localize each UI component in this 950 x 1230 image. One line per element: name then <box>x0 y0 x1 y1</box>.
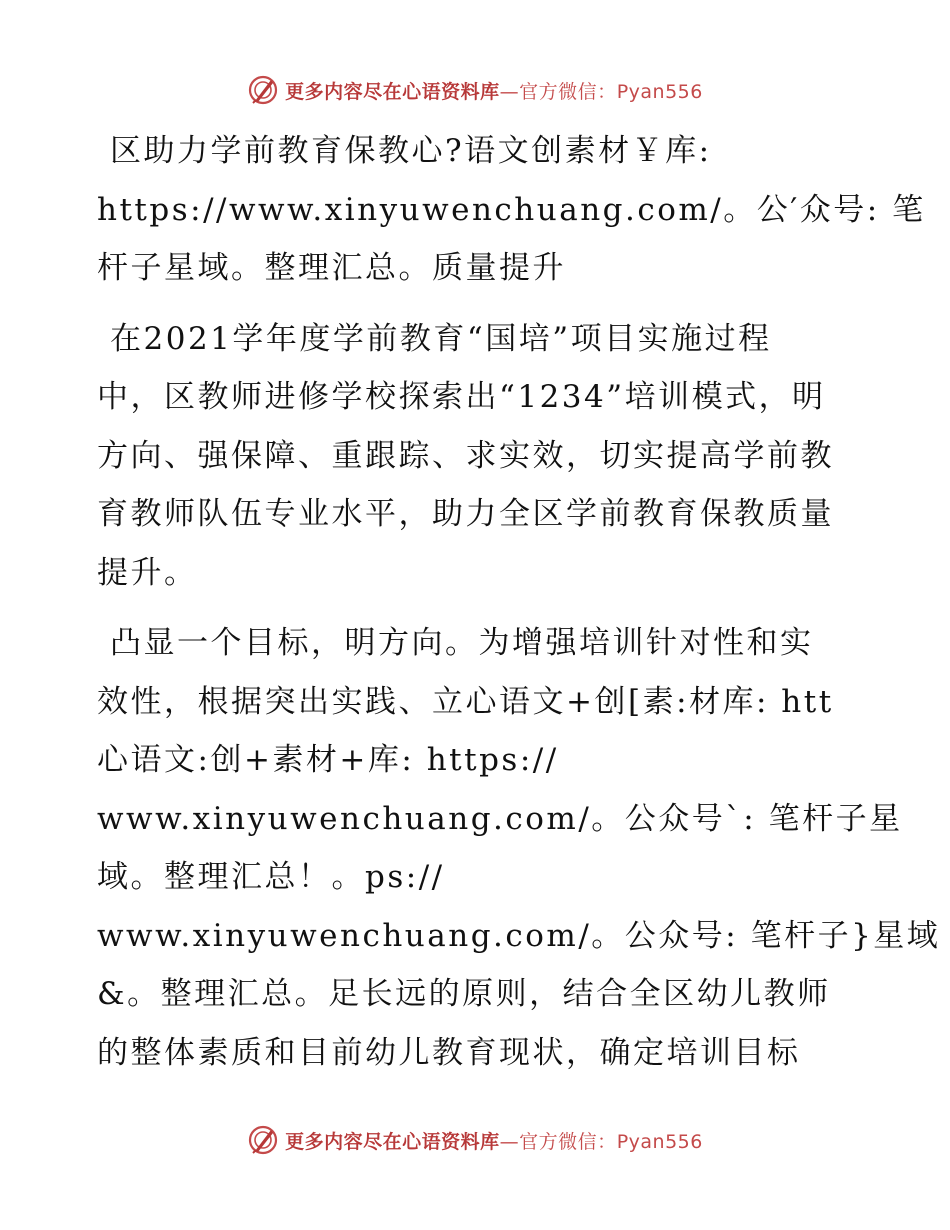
footer-wechat-id: Pyan556 <box>616 1130 703 1153</box>
paragraph-line: www.xinyuwenchuang.com/。公众号`: 笔杆子星 <box>97 800 903 837</box>
paragraph-line: www.xinyuwenchuang.com/。公众号: 笔杆子}星域 <box>97 917 941 954</box>
paragraph-line: 育教师队伍专业水平，助力全区学前教育保教质量 <box>97 496 834 532</box>
footer-dash: — <box>499 1130 520 1153</box>
header-banner <box>0 70 950 110</box>
quill-logo-icon <box>247 74 279 106</box>
paragraph-line: &。整理汇总。足长远的原则，结合全区幼儿教师 <box>97 976 831 1012</box>
document-body <box>97 122 941 1094</box>
paragraph-line: 的整体素质和目前幼儿教育现状，确定培训目标 <box>97 1034 801 1071</box>
header-official-label: 官方微信： <box>519 80 617 103</box>
paragraph-line: 提升。 <box>97 554 198 591</box>
header-wechat-id: Pyan556 <box>616 80 703 103</box>
paragraph-line: 中，区教师进修学校探索出“1234”培训模式，明 <box>97 379 826 415</box>
paragraph-line: 心语文:创+素材+库: https:// <box>97 742 559 778</box>
paragraph-line: 凸显一个目标，明方向。为增强培训针对性和实 <box>110 625 814 661</box>
paragraph-3 <box>97 614 941 1082</box>
paragraph-line: 方向、强保障、重跟踪、求实效，切实提高学前教 <box>97 437 834 474</box>
paragraph-line: 域。整理汇总！。ps:// <box>97 859 445 895</box>
quill-logo-icon <box>247 1124 279 1156</box>
header-dash: — <box>499 80 520 103</box>
paragraph-line: 区助力学前教育保教心?语文创素材￥库: <box>110 133 712 169</box>
header-brand-text: 更多内容尽在心语资料库 <box>285 80 500 103</box>
paragraph-line: https://www.xinyuwenchuang.com/。公′众号: 笔 <box>97 191 926 228</box>
footer-banner <box>0 1120 950 1160</box>
paragraph-2 <box>97 310 857 603</box>
header-banner-text <box>285 77 703 104</box>
footer-banner-text <box>285 1127 703 1154</box>
paragraph-line: 效性，根据突出实践、立心语文+创[素:材库: htt <box>97 683 834 720</box>
footer-brand-text: 更多内容尽在心语资料库 <box>285 1130 500 1153</box>
footer-official-label: 官方微信： <box>519 1130 617 1153</box>
paragraph-line: 在2021学年度学前教育“国培”项目实施过程 <box>110 320 772 357</box>
paragraph-1 <box>97 122 926 298</box>
paragraph-line: 杆子星域。整理汇总。质量提升 <box>97 250 566 286</box>
